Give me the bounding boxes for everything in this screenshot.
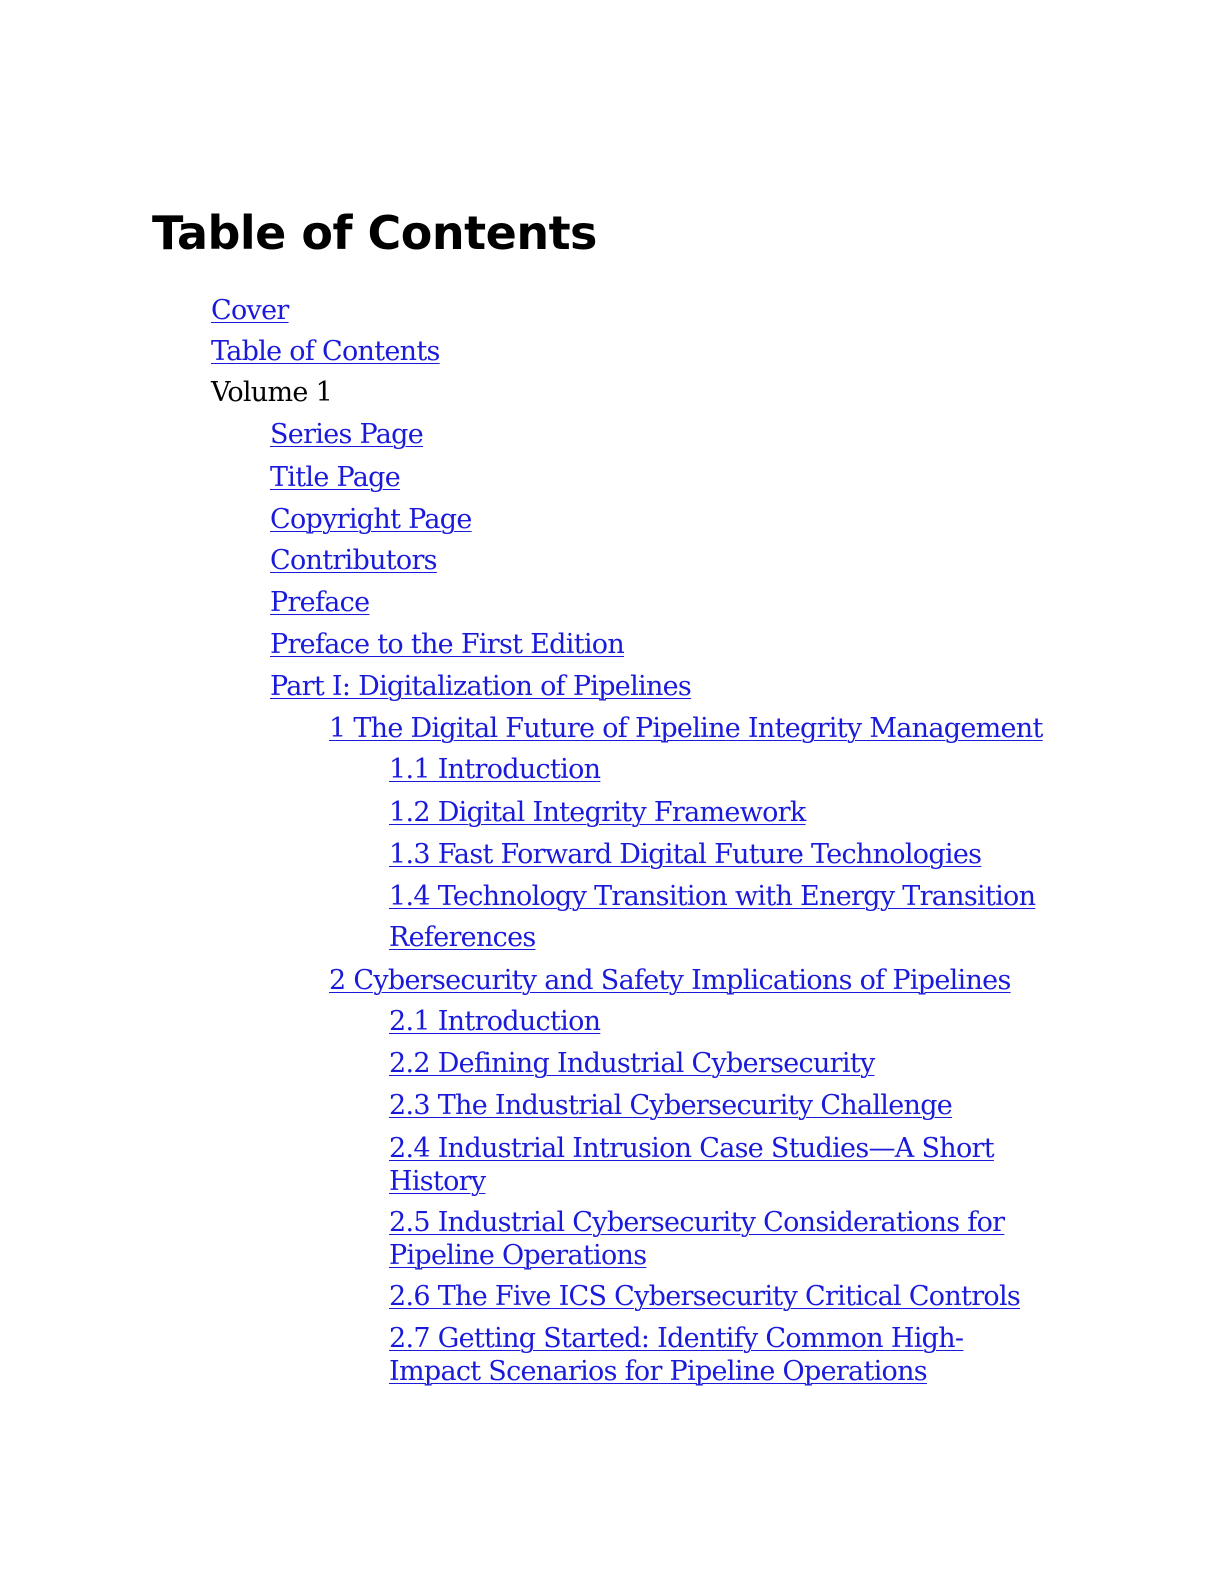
toc-link[interactable]: 2.6 The Five ICS Cybersecurity Critical Controls: [389, 1281, 1021, 1312]
toc-link[interactable]: Copyright Page: [270, 504, 472, 535]
toc-item-section-1-1: [389, 753, 600, 786]
toc-item-contributors: [270, 544, 437, 577]
toc-item-section-2-5: [389, 1206, 1029, 1272]
toc-link[interactable]: 2 Cybersecurity and Safety Implications of Pipelines: [329, 965, 1011, 996]
toc-link[interactable]: Cover: [211, 295, 289, 326]
toc-link[interactable]: 2.5 Industrial Cybersecurity Considerations for Pipeline Operations: [389, 1207, 1005, 1271]
toc-link[interactable]: Table of Contents: [211, 336, 440, 367]
toc-item-section-1-2: [389, 796, 806, 829]
toc-link[interactable]: 2.2 Defining Industrial Cybersecurity: [389, 1048, 875, 1079]
toc-item-section-2-4: [389, 1132, 1029, 1198]
toc-item-part-1: [270, 670, 691, 703]
toc-link[interactable]: 1 The Digital Future of Pipeline Integrity Management: [329, 713, 1043, 744]
toc-link[interactable]: 1.4 Technology Transition with Energy Transition: [389, 881, 1036, 912]
toc-link[interactable]: Series Page: [270, 419, 424, 450]
toc-item-chapter-1: [329, 712, 1043, 745]
toc-item-preface-first-edition: [270, 628, 624, 661]
toc-link[interactable]: Title Page: [270, 462, 401, 493]
toc-item-preface: [270, 586, 369, 619]
toc-item-chapter-2: [329, 964, 1011, 997]
toc-link[interactable]: 1.1 Introduction: [389, 754, 601, 785]
toc-item-section-2-6: [389, 1280, 1020, 1313]
toc-link[interactable]: 2.1 Introduction: [389, 1006, 601, 1037]
toc-link[interactable]: Preface to the First Edition: [270, 629, 625, 660]
toc-link[interactable]: 2.3 The Industrial Cybersecurity Challenge: [389, 1090, 953, 1121]
toc-link[interactable]: 2.4 Industrial Intrusion Case Studies—A Short History: [389, 1133, 994, 1197]
toc-link[interactable]: Preface: [270, 587, 370, 618]
toc-item-table-of-contents: [211, 335, 440, 368]
toc-item-references: [389, 921, 536, 954]
toc-item-volume-heading: Volume 1: [211, 377, 333, 408]
toc-link[interactable]: 1.2 Digital Integrity Framework: [389, 797, 806, 828]
toc-link[interactable]: Part I: Digitalization of Pipelines: [270, 671, 692, 702]
toc-item-section-1-3: [389, 838, 981, 871]
page-title: Table of Contents: [152, 206, 597, 260]
toc-item-title-page: [270, 461, 400, 494]
toc-link[interactable]: Contributors: [270, 545, 437, 576]
toc-item-section-1-4: [389, 880, 1035, 913]
toc-item-section-2-2: [389, 1047, 875, 1080]
toc-item-cover: [211, 294, 289, 327]
toc-item-series-page: [270, 418, 423, 451]
toc-link[interactable]: 2.7 Getting Started: Identify Common High-Impact Scenarios for Pipeline Operations: [389, 1323, 964, 1387]
toc-item-copyright-page: [270, 503, 472, 536]
toc-item-section-2-1: [389, 1005, 600, 1038]
toc-link[interactable]: 1.3 Fast Forward Digital Future Technologies: [389, 839, 982, 870]
toc-item-section-2-7: [389, 1322, 1029, 1388]
toc-link[interactable]: References: [389, 922, 536, 953]
toc-item-section-2-3: [389, 1089, 952, 1122]
